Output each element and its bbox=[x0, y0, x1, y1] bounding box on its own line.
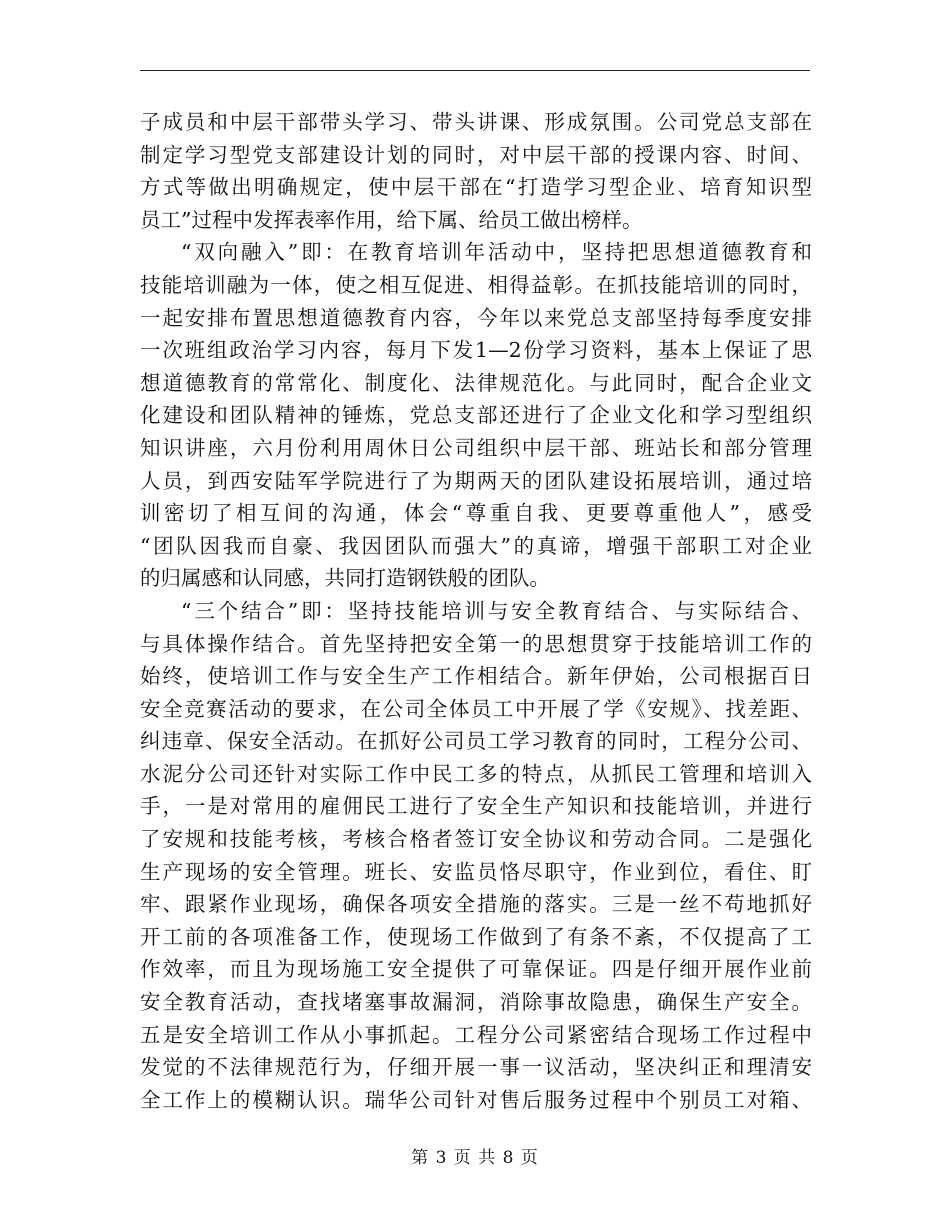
text-line: 了安规和技能考核，考核合格者签订安全协议和劳动合同。二是强化 bbox=[140, 827, 812, 852]
text-line: “团队因我而自豪、我因团队而强大”的真谛，增强干部职工对企业 bbox=[140, 533, 812, 558]
text-line: 始终，使培训工作与安全生产工作相结合。新年伊始，公司根据百日 bbox=[140, 664, 812, 689]
text-line: 方式等做出明确规定，使中层干部在“打造学习型企业、培育知识型 bbox=[140, 175, 812, 200]
text-line: 员工”过程中发挥表率作用，给下属、给员工做出榜样。 bbox=[140, 207, 643, 232]
text-line: “三个结合”即：坚持技能培训与安全教育结合、与实际结合、 bbox=[181, 598, 812, 623]
text-line: 制定学习型党支部建设计划的同时，对中层干部的授课内容、时间、 bbox=[140, 142, 812, 167]
text-line: 作效率，而且为现场施工安全提供了可靠保证。四是仔细开展作业前 bbox=[140, 957, 812, 982]
header-rule bbox=[140, 70, 810, 71]
text-line: 子成员和中层干部带头学习、带头讲课、形成氛围。公司党总支部在 bbox=[140, 110, 812, 134]
text-line: 水泥分公司还针对实际工作中民工多的特点，从抓民工管理和培训入 bbox=[140, 761, 812, 786]
text-line: “双向融入”即：在教育培训年活动中，坚持把思想道德教育和 bbox=[181, 240, 812, 265]
body-text bbox=[140, 106, 812, 1116]
text-line: 安全竞赛活动的要求，在公司全体员工中开展了学《安规》、找差距、 bbox=[140, 696, 812, 721]
text-line: 五是安全培训工作从小事抓起。工程分公司紧密结合现场工作过程中 bbox=[140, 1022, 812, 1047]
text-line: 的归属感和认同感，共同打造钢铁般的团队。 bbox=[140, 566, 550, 591]
text-line: 牢、跟紧作业现场，确保各项安全措施的落实。三是一丝不苟地抓好 bbox=[140, 892, 812, 917]
text-line: 纠违章、保安全活动。在抓好公司员工学习教育的同时，工程分公司、 bbox=[140, 729, 812, 754]
text-line: 知识讲座，六月份利用周休日公司组织中层干部、班站长和部分管理 bbox=[140, 435, 812, 460]
text-line: 技能培训融为一体，使之相互促进、相得益彰。在抓技能培训的同时， bbox=[140, 272, 812, 297]
text-line: 人员，到西安陆军学院进行了为期两天的团队建设拓展培训，通过培 bbox=[140, 468, 812, 493]
text-line: 训密切了相互间的沟通，体会“尊重自我、更要尊重他人”，感受 bbox=[140, 501, 812, 526]
text-line: 化建设和团队精神的锤炼，党总支部还进行了企业文化和学习型组织 bbox=[140, 403, 812, 428]
text-line: 手，一是对常用的雇佣民工进行了安全生产知识和技能培训，并进行 bbox=[140, 794, 812, 819]
text-line: 与具体操作结合。首先坚持把安全第一的思想贯穿于技能培训工作的 bbox=[140, 631, 812, 656]
text-line: 全工作上的模糊认识。瑞华公司针对售后服务过程中个别员工对箱、 bbox=[140, 1087, 812, 1112]
text-line: 一起安排布置思想道德教育内容，今年以来党总支部坚持每季度安排 bbox=[140, 305, 812, 330]
page-number-footer: 第 3 页 共 8 页 bbox=[411, 1148, 539, 1168]
text-line: 想道德教育的常常化、制度化、法律规范化。与此同时，配合企业文 bbox=[140, 370, 812, 395]
text-line: 开工前的各项准备工作，使现场工作做到了有条不紊，不仅提高了工 bbox=[140, 924, 812, 949]
text-line: 安全教育活动，查找堵塞事故漏洞，消除事故隐患，确保生产安全。 bbox=[140, 990, 812, 1015]
text-line: 生产现场的安全管理。班长、安监员恪尽职守，作业到位，看住、盯 bbox=[140, 859, 812, 884]
text-line: 发觉的不法律规范行为，仔细开展一事一议活动，坚决纠正和理清安 bbox=[140, 1055, 812, 1080]
text-line: 一次班组政治学习内容，每月下发1—2份学习资料，基本上保证了思 bbox=[140, 338, 812, 363]
